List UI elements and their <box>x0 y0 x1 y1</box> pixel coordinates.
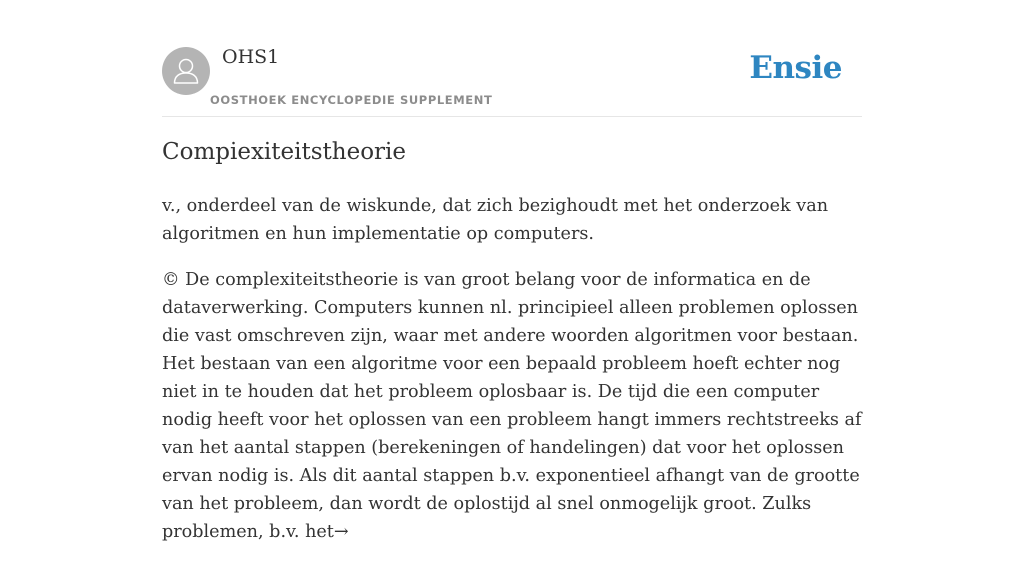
entry-header <box>162 0 862 117</box>
author-avatar[interactable] <box>162 47 210 95</box>
author-name[interactable]: OHS1 <box>222 46 280 68</box>
body-paragraph: © De complexiteitstheorie is van groot belang voor de informatica en de dataverwerking. Computers kunnen nl. principieel alleen problemen oplossen die vast omschreven zijn, waar met andere woorden algoritmen voor bestaan. Het bestaan van een algoritme voor een bepaald probleem hoeft echter nog niet in te houden dat het probleem oplosbaar is. De tijd die een computer nodig heeft voor het oplossen van een probleem hangt immers rechtstreeks af van het aantal stappen (berekeningen of handelingen) dat voor het oplossen ervan nodig is. Als dit aantal stappen b.v. exponentieel afhangt van de grootte van het probleem, dan wordt de oplostijd al snel onmogelijk groot. Zulks problemen, b.v. het→ <box>162 270 862 542</box>
user-icon <box>162 47 210 95</box>
source-label: OOSTHOEK ENCYCLOPEDIE SUPPLEMENT <box>210 93 493 107</box>
entry-title: Compiexiteitstheorie <box>162 139 407 165</box>
ensie-logo[interactable]: Ensie <box>749 50 842 86</box>
entry-body <box>162 192 862 564</box>
definition-paragraph: v., onderdeel van de wiskunde, dat zich bezighoudt met het onderzoek van algoritmen en hun implementatie op computers. <box>162 196 829 244</box>
